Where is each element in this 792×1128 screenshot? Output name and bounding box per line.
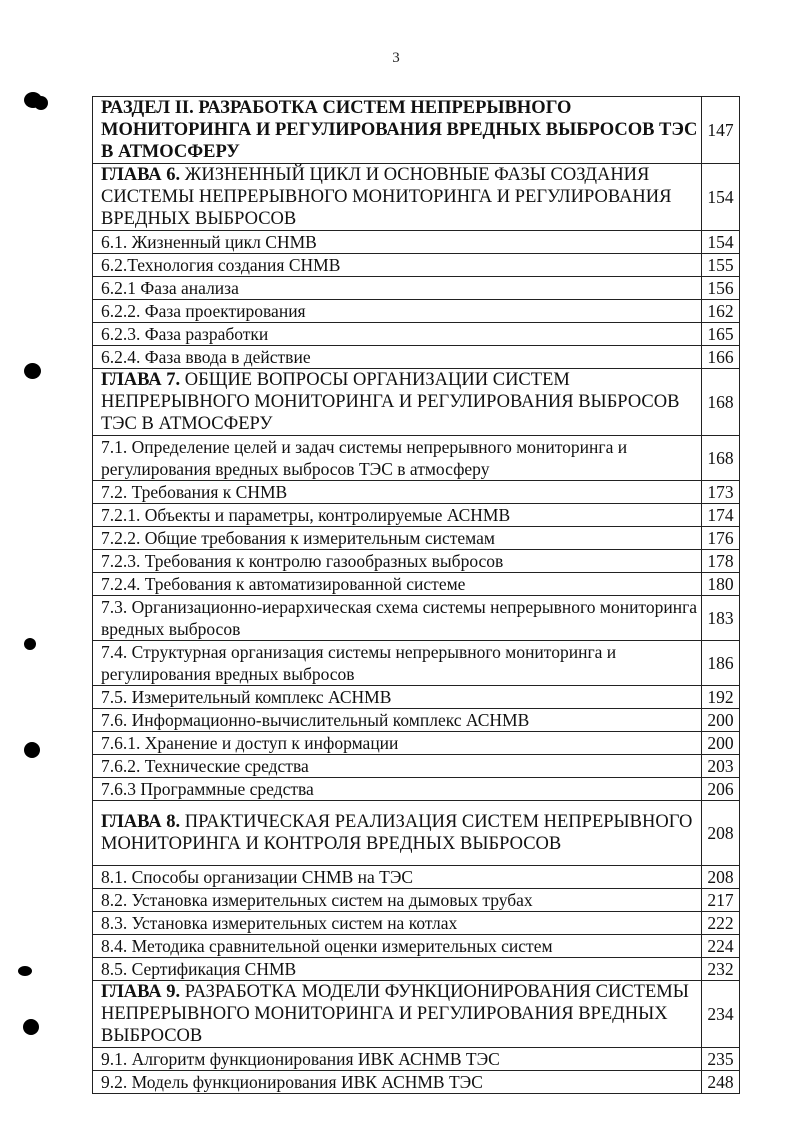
punch-hole-mark [23, 1019, 39, 1035]
toc-entry-title [93, 164, 702, 231]
toc-entry-title [93, 981, 702, 1048]
toc-entry-text: 7.6.2. Технические средства [101, 756, 309, 776]
table-of-contents [92, 96, 740, 1094]
toc-entry-text: 6.2.Технология создания СНМВ [101, 255, 341, 275]
toc-entry-title [93, 300, 702, 323]
toc-entry-text: 8.1. Способы организации СНМВ на ТЭС [101, 867, 414, 887]
toc-entry-page: 178 [702, 550, 740, 573]
toc-entry-page: 200 [702, 709, 740, 732]
toc-entry-label: ГЛАВА 7. [101, 370, 181, 390]
toc-row [93, 889, 740, 912]
toc-row [93, 732, 740, 755]
toc-entry-page: 183 [702, 596, 740, 641]
toc-entry-title [93, 550, 702, 573]
toc-entry-text: 8.4. Методика сравнительной оценки измерительных систем [101, 936, 553, 956]
toc-entry-page: 180 [702, 573, 740, 596]
toc-entry-page: 173 [702, 481, 740, 504]
toc-entry-page: 176 [702, 527, 740, 550]
toc-entry-page: 168 [702, 369, 740, 436]
toc-entry-page: 206 [702, 778, 740, 801]
punch-hole-mark [34, 96, 48, 110]
toc-entry-title [93, 866, 702, 889]
toc-heading-row [93, 97, 740, 164]
toc-entry-title [93, 709, 702, 732]
toc-row [93, 935, 740, 958]
toc-entry-text: ЖИЗНЕННЫЙ ЦИКЛ И ОСНОВНЫЕ ФАЗЫ СОЗДАНИЯ СИСТЕМЫ НЕПРЕРЫВНОГО МОНИТОРИНГА И РЕГУЛИРОВАНИЯ ВРЕДНЫХ ВЫБРОСОВ [101, 165, 672, 229]
toc-entry-title [93, 504, 702, 527]
toc-entry-title [93, 686, 702, 709]
toc-entry-page: 203 [702, 755, 740, 778]
toc-entry-label: РАЗДЕЛ II. РАЗРАБОТКА СИСТЕМ НЕПРЕРЫВНОГО МОНИТОРИНГА И РЕГУЛИРОВАНИЯ ВРЕДНЫХ ВЫБРОСОВ ТЭС В АТМОСФЕРУ [101, 98, 698, 162]
toc-heading-row [93, 981, 740, 1048]
toc-row [93, 481, 740, 504]
toc-entry-text: 7.5. Измерительный комплекс АСНМВ [101, 687, 392, 707]
toc-entry-page: 155 [702, 254, 740, 277]
toc-entry-text: 7.2.4. Требования к автоматизированной системе [101, 574, 466, 594]
toc-heading-row [93, 164, 740, 231]
toc-entry-text: 6.2.4. Фаза ввода в действие [101, 347, 311, 367]
toc-entry-page: 208 [702, 866, 740, 889]
toc-entry-text: 8.2. Установка измерительных систем на дымовых трубах [101, 890, 533, 910]
toc-entry-title [93, 1071, 702, 1094]
toc-entry-title [93, 346, 702, 369]
toc-entry-text: РАЗРАБОТКА МОДЕЛИ ФУНКЦИОНИРОВАНИЯ СИСТЕМЫ НЕПРЕРЫВНОГО МОНИТОРИНГА И РЕГУЛИРОВАНИЯ ВРЕДНЫХ ВЫБРОСОВ [101, 982, 689, 1046]
toc-entry-text: ОБЩИЕ ВОПРОСЫ ОРГАНИЗАЦИИ СИСТЕМ НЕПРЕРЫВНОГО МОНИТОРИНГА И РЕГУЛИРОВАНИЯ ВЫБРОСОВ ТЭС В АТМОСФЕРУ [101, 370, 680, 434]
toc-entry-title [93, 97, 702, 164]
toc-entry-page: 224 [702, 935, 740, 958]
toc-entry-text: 7.6.1. Хранение и доступ к информации [101, 733, 399, 753]
toc-row [93, 504, 740, 527]
toc-entry-title [93, 254, 702, 277]
toc-entry-text: 6.1. Жизненный цикл СНМВ [101, 232, 317, 252]
toc-row [93, 866, 740, 889]
toc-entry-title [93, 732, 702, 755]
toc-entry-title [93, 912, 702, 935]
toc-entry-text: 9.2. Модель функционирования ИВК АСНМВ ТЭС [101, 1072, 483, 1092]
toc-entry-text: 9.1. Алгоритм функционирования ИВК АСНМВ ТЭС [101, 1049, 500, 1069]
toc-entry-title [93, 778, 702, 801]
toc-entry-text: 6.2.1 Фаза анализа [101, 278, 239, 298]
toc-row [93, 686, 740, 709]
toc-row [93, 755, 740, 778]
toc-entry-title [93, 573, 702, 596]
toc-entry-title [93, 527, 702, 550]
toc-heading-row [93, 369, 740, 436]
toc-entry-page: 168 [702, 436, 740, 481]
toc-entry-text: 7.6. Информационно-вычислительный комплекс АСНМВ [101, 710, 530, 730]
toc-row [93, 1071, 740, 1094]
punch-hole-mark [24, 638, 36, 650]
toc-row [93, 912, 740, 935]
page-number: 3 [392, 50, 400, 66]
toc-entry-title [93, 889, 702, 912]
toc-entry-title [93, 801, 702, 866]
toc-entry-text: 7.2. Требования к СНМВ [101, 482, 288, 502]
toc-row [93, 231, 740, 254]
toc-row [93, 346, 740, 369]
toc-entry-page: 156 [702, 277, 740, 300]
toc-entry-page: 165 [702, 323, 740, 346]
toc-row [93, 596, 740, 641]
toc-row [93, 573, 740, 596]
toc-entry-title [93, 369, 702, 436]
toc-row [93, 527, 740, 550]
toc-entry-text: 7.1. Определение целей и задач системы непрерывного мониторинга и регулирования вредных выбросов ТЭС в атмосферу [101, 437, 628, 479]
toc-entry-page: 147 [702, 97, 740, 164]
toc-entry-page: 234 [702, 981, 740, 1048]
toc-row [93, 550, 740, 573]
toc-entry-page: 208 [702, 801, 740, 866]
toc-entry-page: 154 [702, 231, 740, 254]
toc-entry-page: 154 [702, 164, 740, 231]
toc-row [93, 778, 740, 801]
toc-entry-page: 200 [702, 732, 740, 755]
toc-entry-page: 186 [702, 641, 740, 686]
punch-hole-mark [18, 966, 32, 976]
toc-row [93, 709, 740, 732]
toc-row [93, 436, 740, 481]
toc-entry-title [93, 436, 702, 481]
toc-entry-title [93, 755, 702, 778]
toc-row [93, 1048, 740, 1071]
toc-entry-page: 166 [702, 346, 740, 369]
toc-entry-title [93, 277, 702, 300]
toc-entry-text: 6.2.3. Фаза разработки [101, 324, 269, 344]
toc-entry-page: 232 [702, 958, 740, 981]
toc-entry-title [93, 596, 702, 641]
toc-entry-page: 235 [702, 1048, 740, 1071]
toc-entry-label: ГЛАВА 9. [101, 982, 181, 1002]
toc-entry-label: ГЛАВА 6. [101, 165, 181, 185]
toc-entry-page: 248 [702, 1071, 740, 1094]
toc-row [93, 254, 740, 277]
toc-entry-title [93, 641, 702, 686]
toc-entry-text: 8.3. Установка измерительных систем на котлах [101, 913, 458, 933]
punch-hole-mark [24, 742, 40, 758]
toc-entry-text: 7.4. Структурная организация системы непрерывного мониторинга и регулирования вредных выбросов [101, 642, 617, 684]
toc-entry-page: 174 [702, 504, 740, 527]
toc-entry-title [93, 935, 702, 958]
toc-row [93, 277, 740, 300]
toc-entry-label: ГЛАВА 8. [101, 812, 181, 832]
toc-entry-text: ПРАКТИЧЕСКАЯ РЕАЛИЗАЦИЯ СИСТЕМ НЕПРЕРЫВНОГО МОНИТОРИНГА И КОНТРОЛЯ ВРЕДНЫХ ВЫБРОСОВ [101, 812, 693, 854]
toc-entry-page: 222 [702, 912, 740, 935]
toc-heading-row [93, 801, 740, 866]
punch-hole-mark [24, 363, 41, 379]
toc-entry-text: 7.2.3. Требования к контролю газообразных выбросов [101, 551, 504, 571]
toc-entry-page: 217 [702, 889, 740, 912]
toc-entry-page: 162 [702, 300, 740, 323]
toc-entry-title [93, 1048, 702, 1071]
toc-row [93, 300, 740, 323]
toc-row [93, 323, 740, 346]
toc-row [93, 958, 740, 981]
toc-entry-text: 7.6.3 Программные средства [101, 779, 314, 799]
toc-entry-text: 7.3. Организационно-иерархическая схема системы непрерывного мониторинга вредных выбросов [101, 597, 698, 639]
toc-entry-title [93, 231, 702, 254]
toc-entry-text: 7.2.1. Объекты и параметры, контролируемые АСНМВ [101, 505, 511, 525]
toc-entry-page: 192 [702, 686, 740, 709]
toc-entry-text: 7.2.2. Общие требования к измерительным системам [101, 528, 495, 548]
toc-row [93, 641, 740, 686]
toc-entry-title [93, 481, 702, 504]
toc-entry-title [93, 958, 702, 981]
toc-entry-title [93, 323, 702, 346]
toc-entry-text: 6.2.2. Фаза проектирования [101, 301, 306, 321]
toc-entry-text: 8.5. Сертификация СНМВ [101, 959, 297, 979]
